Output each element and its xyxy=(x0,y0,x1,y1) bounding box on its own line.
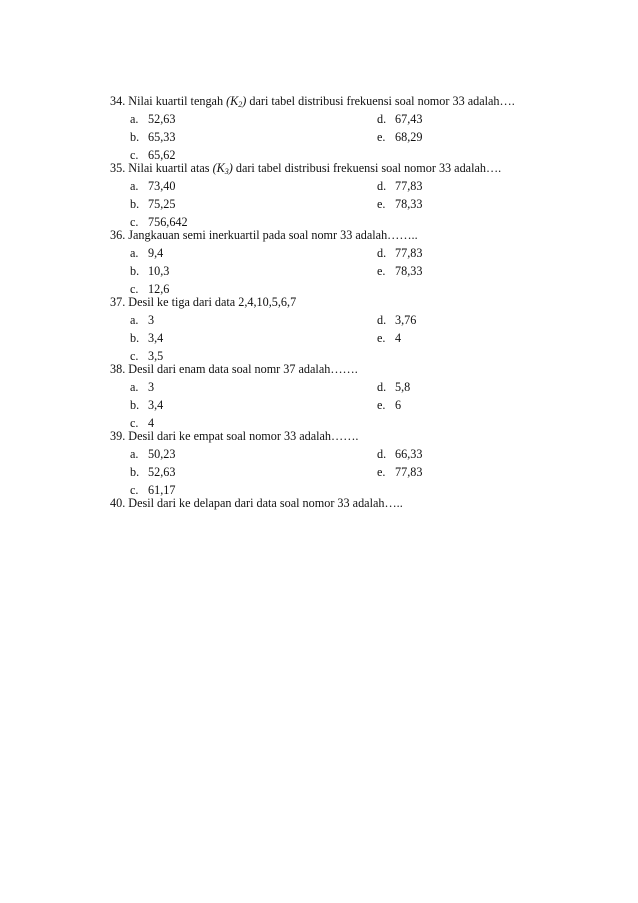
option-35e xyxy=(377,196,422,214)
option-38e xyxy=(377,397,401,415)
option-letter: b. xyxy=(130,398,140,412)
option-34b xyxy=(130,129,175,147)
option-38a xyxy=(130,379,154,397)
option-value: 4 xyxy=(148,416,155,430)
option-36e xyxy=(377,263,422,281)
question-34-symbol xyxy=(226,94,246,108)
option-35a xyxy=(130,178,175,196)
option-letter: a. xyxy=(130,246,139,260)
question-34-symbol-k: (K xyxy=(226,94,239,108)
option-letter: e. xyxy=(377,465,386,479)
option-value: 66,33 xyxy=(395,447,423,461)
question-34-suffix: dari tabel distribusi frekuensi soal nomor 33 adalah…. xyxy=(246,94,515,108)
question-35-symbol xyxy=(213,161,233,175)
option-letter: d. xyxy=(377,313,387,327)
option-value: 12,6 xyxy=(148,282,170,296)
option-38b xyxy=(130,397,163,415)
option-value: 75,25 xyxy=(148,197,176,211)
question-34-subscript: 2 xyxy=(238,100,243,109)
question-36: 36. Jangkauan semi inerkuartil pada soal nomr 33 adalah…….. xyxy=(110,228,418,242)
option-value: 65,62 xyxy=(148,148,176,162)
option-39d xyxy=(377,446,422,464)
question-40: 40. Desil dari ke delapan dari data soal nomor 33 adalah….. xyxy=(110,496,403,510)
option-letter: b. xyxy=(130,465,140,479)
question-34-symbol-close: ) xyxy=(242,94,247,108)
option-letter: a. xyxy=(130,179,139,193)
option-letter: c. xyxy=(130,483,139,497)
option-36d xyxy=(377,245,422,263)
option-value: 3,76 xyxy=(395,313,417,327)
option-letter: c. xyxy=(130,148,139,162)
option-letter: e. xyxy=(377,130,386,144)
option-39e xyxy=(377,464,422,482)
option-value: 3,4 xyxy=(148,398,164,412)
option-value: 65,33 xyxy=(148,130,176,144)
option-value: 73,40 xyxy=(148,179,176,193)
option-letter: b. xyxy=(130,197,140,211)
option-letter: c. xyxy=(130,416,139,430)
option-letter: c. xyxy=(130,282,139,296)
option-letter: c. xyxy=(130,349,139,363)
option-37e xyxy=(377,330,401,348)
question-35-symbol-k: (K xyxy=(212,161,225,175)
option-letter: d. xyxy=(377,112,387,126)
option-value: 9,4 xyxy=(148,246,164,260)
option-value: 10,3 xyxy=(148,264,170,278)
option-value: 67,43 xyxy=(395,112,423,126)
option-letter: d. xyxy=(377,447,387,461)
option-value: 5,8 xyxy=(395,380,411,394)
option-letter: d. xyxy=(377,246,387,260)
question-35-symbol-close: ) xyxy=(228,161,233,175)
option-value: 68,29 xyxy=(395,130,423,144)
option-letter: b. xyxy=(130,130,140,144)
option-letter: e. xyxy=(377,264,386,278)
option-letter: b. xyxy=(130,331,140,345)
option-letter: e. xyxy=(377,398,386,412)
option-35b xyxy=(130,196,175,214)
option-letter: b. xyxy=(130,264,140,278)
option-value: 3,4 xyxy=(148,331,164,345)
option-value: 3 xyxy=(148,380,155,394)
option-34e xyxy=(377,129,422,147)
option-35d xyxy=(377,178,422,196)
option-37d xyxy=(377,312,416,330)
option-value: 78,33 xyxy=(395,264,423,278)
option-letter: d. xyxy=(377,380,387,394)
option-39a xyxy=(130,446,175,464)
option-letter: e. xyxy=(377,331,386,345)
option-37a xyxy=(130,312,154,330)
question-35-text: 35. Nilai kuartil atas xyxy=(110,161,213,175)
option-letter: e. xyxy=(377,197,386,211)
option-value: 77,83 xyxy=(395,179,423,193)
option-value: 78,33 xyxy=(395,197,423,211)
question-37: 37. Desil ke tiga dari data 2,4,10,5,6,7 xyxy=(110,295,297,309)
option-value: 77,83 xyxy=(395,465,423,479)
option-value: 3 xyxy=(148,313,155,327)
option-37b xyxy=(130,330,163,348)
option-value: 61,17 xyxy=(148,483,176,497)
option-letter: c. xyxy=(130,215,139,229)
option-value: 756,642 xyxy=(148,215,188,229)
option-value: 52,63 xyxy=(148,465,176,479)
question-35-subscript: 3 xyxy=(224,167,229,176)
option-36b xyxy=(130,263,169,281)
option-34d xyxy=(377,111,422,129)
option-36a xyxy=(130,245,163,263)
question-35-suffix: dari tabel distribusi frekuensi soal nomor 33 adalah…. xyxy=(232,161,502,175)
option-letter: a. xyxy=(130,313,139,327)
question-38: 38. Desil dari enam data soal nomr 37 adalah……. xyxy=(110,362,358,376)
option-value: 50,23 xyxy=(148,447,176,461)
question-39: 39. Desil dari ke empat soal nomor 33 adalah……. xyxy=(110,429,359,443)
option-34a xyxy=(130,111,175,129)
option-letter: d. xyxy=(377,179,387,193)
option-value: 6 xyxy=(395,398,402,412)
option-letter: a. xyxy=(130,380,139,394)
option-value: 52,63 xyxy=(148,112,176,126)
option-value: 77,83 xyxy=(395,246,423,260)
option-value: 3,5 xyxy=(148,349,164,363)
option-letter: a. xyxy=(130,447,139,461)
question-34-text: 34. Nilai kuartil tengah xyxy=(110,94,227,108)
option-letter: a. xyxy=(130,112,139,126)
option-value: 4 xyxy=(395,331,402,345)
option-38d xyxy=(377,379,410,397)
option-39b xyxy=(130,464,175,482)
